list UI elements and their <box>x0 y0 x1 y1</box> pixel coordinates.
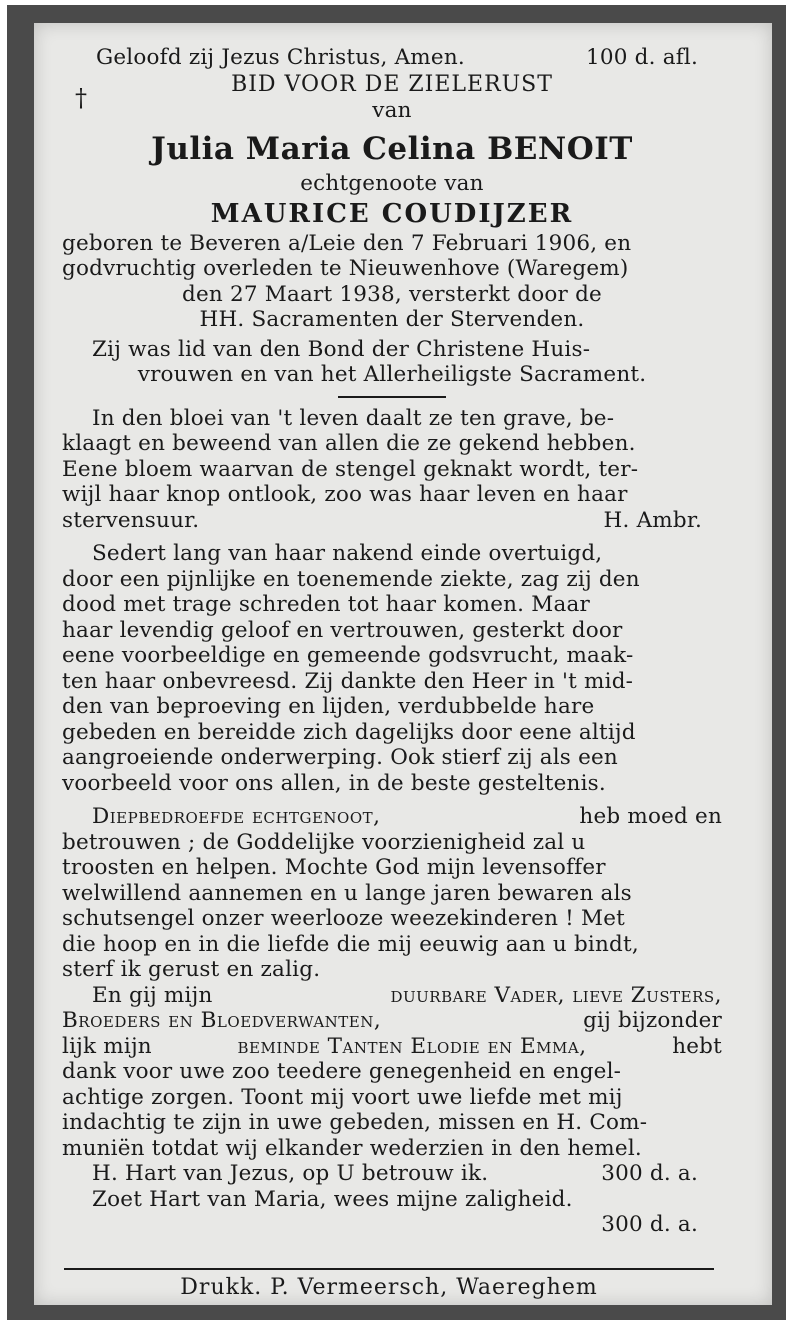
final-indulgence: 300 d. a. <box>601 1212 698 1237</box>
husband-line: schutsengel onzer weerlooze weezekinderen ! Met <box>62 906 626 931</box>
header-row <box>62 45 722 72</box>
membership-line: vrouwen en van het Allerheiligste Sacrament. <box>137 362 647 387</box>
husband-line: die hoop en in die liefde die mij eeuwig aan u bindt, <box>62 931 639 957</box>
family-caps-1: duurbare Vader, lieve Zusters, <box>390 982 722 1008</box>
quote-line: klaagt en beweend van allen die ze gekend hebben. <box>62 431 636 456</box>
footer-rule <box>64 1268 714 1270</box>
bio-line: den 27 Maart 1938, versterkt door de <box>182 281 602 307</box>
husband-first-row <box>62 804 722 830</box>
family-row-3 <box>62 1034 722 1060</box>
family-line3-rest: hebt <box>672 1033 722 1059</box>
quote-last-row <box>62 508 722 534</box>
spouse-label: echtgenoote van <box>300 171 484 196</box>
quote-line: In den bloei van 't leven daalt ze ten grave, be- <box>92 405 615 431</box>
quote-source: H. Ambr. <box>603 507 702 533</box>
husband-first-rest: heb moed en <box>579 804 722 829</box>
family-line3-start: lijk mijn <box>62 1033 152 1059</box>
family-row-2 <box>62 1008 722 1034</box>
illness-line: eene voorbeeldige en gemeende godsvrucht, maak- <box>62 643 634 668</box>
family-caps-3: beminde Tanten Elodie en Emma, <box>237 1033 587 1059</box>
family-line: indachtig te zijn in uwe gebeden, missen en H. Com- <box>62 1110 648 1135</box>
quote-last: stervensuur. <box>62 507 200 533</box>
family-line: achtige zorgen. Toont mij voort uwe liefde met mij <box>62 1084 623 1110</box>
bio-line: godvruchtig overleden te Nieuwenhove (Waregem) <box>62 256 629 281</box>
header-indulgence: 100 d. afl. <box>586 45 698 70</box>
husband-line: sterf ik gerust en zalig. <box>62 957 321 982</box>
quote-line: Eene bloem waarvan de stengel geknakt wordt, ter- <box>62 456 639 482</box>
bio-line: geboren te Beveren a/Leie den 7 Februari 1906, en <box>62 230 632 256</box>
printer-credit: Drukk. P. Vermeersch, Waereghem <box>180 1275 598 1300</box>
family-caps-2: Broeders en Bloedverwanten, <box>62 1008 382 1033</box>
membership-line: Zij was lid van den Bond der Christene Huis- <box>92 336 591 362</box>
deceased-name: Julia Maria Celina BENOIT <box>151 131 633 167</box>
illness-line: dood met trage schreden tot haar komen. Maar <box>62 592 590 617</box>
family-line: dank voor uwe zoo teedere genegenheid en engel- <box>62 1059 622 1084</box>
quote-line: wijl haar knop ontlook, zoo was haar leven en haar <box>62 482 628 507</box>
illness-line: aangroeiende onderwerping. Ook stierf zij als een <box>62 745 618 770</box>
illness-line: Sedert lang van haar nakend einde overtuigd, <box>92 541 603 566</box>
cross-icon: † <box>75 84 87 112</box>
family-intro: En gij mijn <box>92 982 213 1008</box>
family-line2-rest: gij bijzonder <box>583 1008 722 1033</box>
family-row-1 <box>62 983 722 1009</box>
husband-line: welwillend aannemen en u lange jaren bewaren als <box>62 880 632 906</box>
husband-address: Diepbedroefde echtgenoot, <box>92 804 381 829</box>
illness-line: ten haar onbevreesd. Zij dankte den Heer in 't mid- <box>62 668 634 694</box>
van-label: van <box>372 97 412 123</box>
card-text <box>62 45 722 1238</box>
illness-line: door een pijnlijke en toenemende ziekte, zag zij den <box>62 566 640 592</box>
spouse-name: MAURICE COUDIJZER <box>210 198 574 229</box>
illness-line: voorbeeld voor ons allen, in de beste gesteltenis. <box>62 770 606 796</box>
prayer-text: Zoet Hart van Maria, wees mijne zaligheid. <box>92 1186 573 1212</box>
bio-line: HH. Sacramenten der Stervenden. <box>199 307 585 332</box>
header-prayer: Geloofd zij Jezus Christus, Amen. <box>96 45 465 70</box>
prayer-indulgence: 300 d. a. <box>601 1161 698 1186</box>
prayer-text: H. Hart van Jezus, op U betrouw ik. <box>92 1161 489 1186</box>
illness-line: haar levendig geloof en vertrouwen, gesterkt door <box>62 617 623 643</box>
illness-line: den van beproeving en lijden, verdubbelde hare <box>62 694 595 719</box>
family-line: muniën totdat wij elkander wederzien in den hemel. <box>62 1135 642 1161</box>
divider-rule <box>338 396 446 398</box>
bid-heading: BID VOOR DE ZIELERUST <box>231 72 553 97</box>
husband-line: troosten en helpen. Mochte God mijn levensoffer <box>62 855 606 880</box>
illness-line: gebeden en bereidde zich dagelijks door eene altijd <box>62 719 636 745</box>
prayer-row <box>62 1161 722 1187</box>
husband-line: betrouwen ; de Goddelijke voorzienigheid zal u <box>62 829 586 855</box>
